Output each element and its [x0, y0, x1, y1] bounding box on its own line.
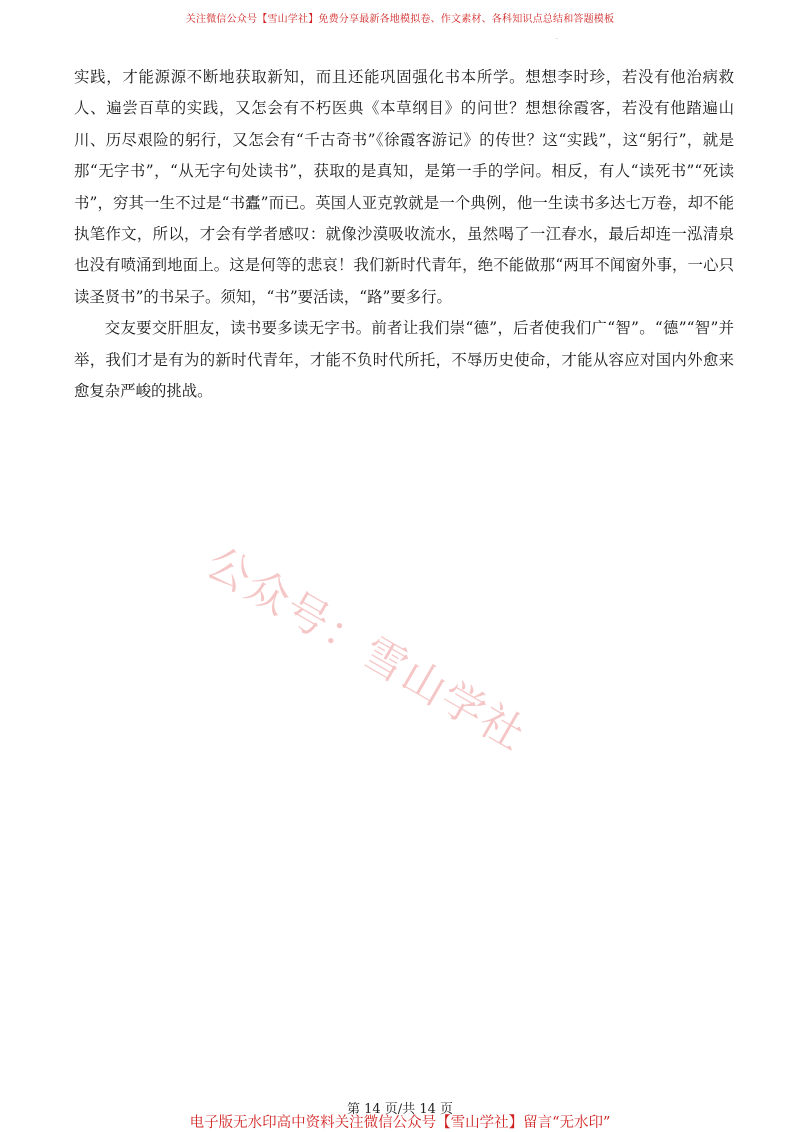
page-number: 第 14 页/共 14 页 — [347, 1102, 453, 1117]
body-paragraph-2: 交友要交肝胆友，读书要多读无字书。前者让我们崇“德”，后者使我们广“智”。“德”“智”并举，我们才是有为的新时代青年，才能不负时代所托，不辱历史使命，才能从容应对国内外愈来愈复杂严峻的挑战。 — [74, 319, 734, 401]
header-corner-mark: · — [556, 36, 558, 43]
watermark: 公众号：雪山学社 — [197, 537, 535, 762]
footer-banner: 电子版无水印高中资料关注微信公众号【雪山学社】留言“无水印” — [189, 1115, 611, 1131]
header-banner: 关注微信公众号【雪山学社】免费分享最新各地模拟卷、作文素材、各科知识点总结和答题模板 — [185, 14, 615, 25]
document-body — [74, 62, 734, 407]
body-paragraph-1: 实践，才能源源不断地获取新知，而且还能巩固强化书本所学。想想李时珍，若没有他治病救人、遍尝百草的实践，又怎会有不朽医典《本草纲目》的问世？想想徐霞客，若没有他踏遍山川、历尽艰险的躬行，又怎会有“千古奇书”《徐霞客游记》的传世？这“实践”，这“躬行”，就是那“无字书”，“从无字句处读书”，获取的是真知，是第一手的学问。相反，有人“读死书”“死读书”，穷其一生不过是“书蠹”而已。英国人亚克敦就是一个典例，他一生读书多达七万卷，却不能执笔作文，所以，才会有学者感叹：就像沙漠吸收流水，虽然喝了一江春水，最后却连一泓清泉也没有喷涌到地面上。这是何等的悲哀！我们新时代青年，绝不能做那“两耳不闻窗外事，一心只读圣贤书”的书呆子。须知，“书”要活读，“路”要多行。 — [74, 68, 734, 306]
